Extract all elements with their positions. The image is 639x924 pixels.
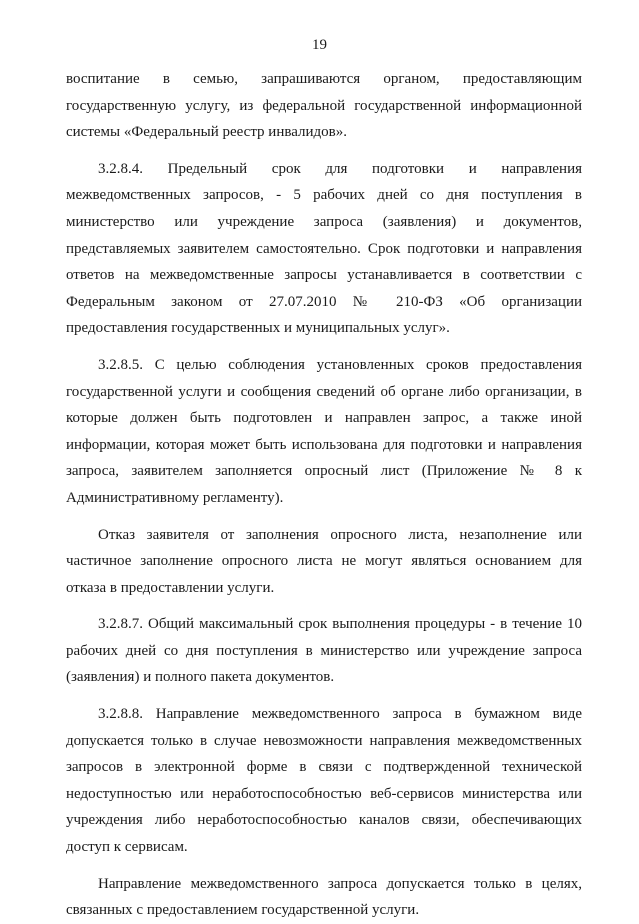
paragraph-purpose: Направление межведомственного запроса допускается только в целях, связанных с предоставлением государственной услуги. [66,875,582,919]
paragraph-3-2-8-8: 3.2.8.8. Направление межведомственного запроса в бумажном виде допускается только в случае невозможности направления межведомственных запросов в электронной форме в связи с подтвержденной технической недоступностью или неработоспособностью веб-сервисов министерства или учреждения либо неработоспособностью каналов связи, обеспечивающих доступ к сервисам. [66,706,582,856]
paragraph-3-2-8-7: 3.2.8.7. Общий максимальный срок выполнения процедуры - в течение 10 рабочих дней со дня поступления в министерство или учреждение запроса (заявления) и полного пакета документов. [66,616,582,686]
paragraph-refusal: Отказ заявителя от заполнения опросного листа, незаполнение или частичное заполнение опросного листа не могут являться основанием для отказа в предоставлении услуги. [66,526,582,596]
document-body [66,66,582,924]
paragraph-3-2-8-5: 3.2.8.5. С целью соблюдения установленных сроков предоставления государственной услуги и сообщения сведений об органе либо организации, в которые должен быть подготовлен и направлен запрос, а также иной информации, которая может быть использована для подготовки и направления запроса, заявителем заполняется опросный лист (Приложение № 8 к Административному регламенту). [66,356,582,506]
paragraph-3-2-8-4: 3.2.8.4. Предельный срок для подготовки и направления межведомственных запросов, - 5 рабочих дней со дня поступления в министерство или учреждение запроса (заявления) и документов, представляемых заявителем самостоятельно. Срок подготовки и направления ответов на межведомственные запросы устанавливается в соответствии с Федеральным законом от 27.07.2010 № 210-ФЗ «Об организации предоставления государственных и муниципальных услуг». [66,160,582,337]
paragraph-continuation: воспитание в семью, запрашиваются органом, предоставляющим государственную услугу, из федеральной государственной информационной системы «Федеральный реестр инвалидов». [66,71,582,141]
page-number: 19 [312,37,327,53]
